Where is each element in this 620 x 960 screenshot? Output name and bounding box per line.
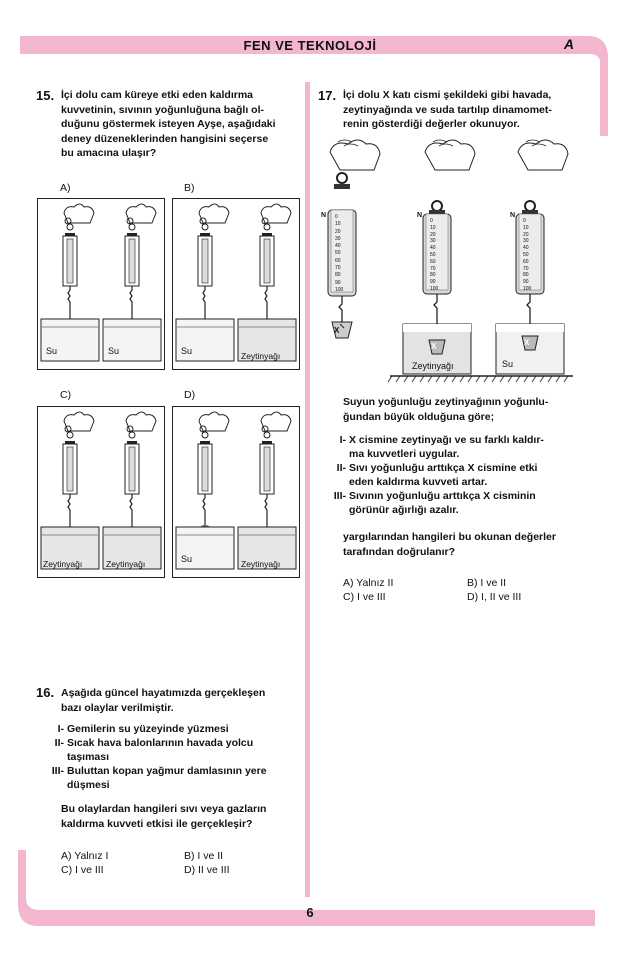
q16-option-d[interactable]: D) II ve III	[184, 864, 230, 876]
q17-item-2: II- Sıvı yoğunluğu arttıkça X cismine etki	[336, 462, 538, 474]
q16-item-2: II- Sıcak hava balonlarının havada yolcu	[54, 737, 254, 749]
q15-d-right-liquid: Zeytinyağı	[241, 559, 281, 569]
q15-number: 15.	[36, 88, 55, 103]
q16-intro: Aşağıda güncel hayatımızda gerçekleşen bazı olaylar verilmiştir.	[61, 687, 266, 714]
q15-c-right-liquid: Zeytinyağı	[106, 559, 146, 569]
q17-question: yargılarından hangileri bu okunan değerler tarafından doğrulanır?	[343, 531, 556, 558]
q17-condition: Suyun yoğunluğu zeytinyağının yoğunlu- ğundan büyük olduğuna göre;	[343, 396, 549, 423]
q16-option-b[interactable]: B) I ve II	[184, 850, 224, 862]
q16-item-1: I- Gemilerin su yüzeyinde yüzmesi	[57, 723, 229, 735]
q15-apparatus-a	[38, 199, 164, 369]
q17-option-b[interactable]: B) I ve II	[467, 577, 507, 589]
q15-option-b-label[interactable]: B)	[184, 182, 195, 194]
q15-text: İçi dolu cam küreye etki eden kaldırma kuvvetinin, sıvının yoğunluğuna bağlı ol- duğunu göstermek isteyen Ayşe, aşağıdaki deney düzeneklerinden hangisini seçerse bu amacına ulaşır?	[61, 89, 276, 159]
q15-c-left-liquid: Zeytinyağı	[43, 559, 83, 569]
q17-liquid-water: Su	[502, 359, 514, 369]
q16-question: Bu olaylardan hangileri sıvı veya gazların kaldırma kuvveti etkisi ile gerçekleşir?	[61, 803, 267, 830]
object-x-water: X	[524, 338, 530, 347]
q17-statements: I- X cismine zeytinyağı ve su farklı kaldır- ma kuvvetleri uygular. II- Sıvı yoğunluğu arttıkça X cismine etki eden kaldırma kuvveti artar. III- Sıvının yoğunluğu arttıkça X cisminin görünür ağırlığı azalır.	[322, 433, 592, 517]
q15-apparatus-d	[173, 407, 299, 577]
q15-option-d-label[interactable]: D)	[184, 389, 196, 401]
booklet-letter: A	[563, 36, 574, 52]
object-x-oil: X	[431, 342, 437, 351]
header-title: FEN VE TEKNOLOJİ	[243, 38, 377, 53]
q17-figure	[318, 138, 588, 388]
q15-panel-d	[172, 406, 300, 578]
q15-panel-b	[172, 198, 300, 370]
q17-text: İçi dolu X katı cismi şekildeki gibi havada, zeytinyağında ve suda tartılıp dinamomet- renin gösterdiği değerler okunuyor.	[343, 89, 552, 130]
q17-option-d[interactable]: D) I, II ve III	[467, 591, 522, 603]
scale-unit-air: N	[321, 212, 327, 219]
q15-a-right-liquid: Su	[108, 346, 120, 356]
q16-option-a[interactable]: A) Yalnız I	[61, 850, 109, 862]
scale-unit-oil: N	[417, 212, 423, 219]
q16-option-c[interactable]: C) I ve III	[61, 864, 104, 876]
q17-item-3: III- Sıvının yoğunluğu arttıkça X cisminin	[333, 490, 536, 502]
q15-option-a-label[interactable]: A)	[60, 182, 71, 194]
q16-number: 16.	[36, 685, 55, 700]
object-x-air: X	[334, 326, 340, 335]
page-number: 6	[306, 905, 314, 920]
q17-number: 17.	[318, 88, 337, 103]
q15-option-c-label[interactable]: C)	[60, 389, 72, 401]
q17-liquid-oil: Zeytinyağı	[412, 361, 454, 371]
q16-item-3: III- Buluttan kopan yağmur damlasının yere	[51, 765, 267, 777]
q17-option-c[interactable]: C) I ve III	[343, 591, 386, 603]
q15-b-right-liquid: Zeytinyağı	[241, 351, 281, 361]
q17-option-a[interactable]: A) Yalnız II	[343, 577, 394, 589]
q15-apparatus-b	[173, 199, 299, 369]
q15-a-left-liquid: Su	[46, 346, 58, 356]
column-divider	[305, 82, 310, 897]
q15-b-left-liquid: Su	[181, 346, 193, 356]
q15-panel-a	[37, 198, 165, 370]
q15-apparatus-c	[38, 407, 164, 577]
q15-d-left-liquid: Su	[181, 554, 193, 564]
q17-item-1: I- X cismine zeytinyağı ve su farklı kaldır-	[339, 434, 544, 446]
q15-panel-c	[37, 406, 165, 578]
scale-unit-water: N	[510, 212, 516, 219]
scale-ticks-oil: 0 10 20 30 40 50 60 70 80 90 100	[430, 218, 439, 292]
scale-ticks-water: 0 10 20 30 40 50 60 70 80 90 100	[523, 218, 532, 292]
scale-ticks-air: 0 10 20 30 40 50 60 70 80 90 100	[335, 214, 344, 293]
q16-statements: I- Gemilerin su yüzeyinde yüzmesi II- Sıcak hava balonlarının havada yolcu taşıması III- Buluttan kopan yağmur damlasının yere düşmesi	[40, 722, 302, 792]
